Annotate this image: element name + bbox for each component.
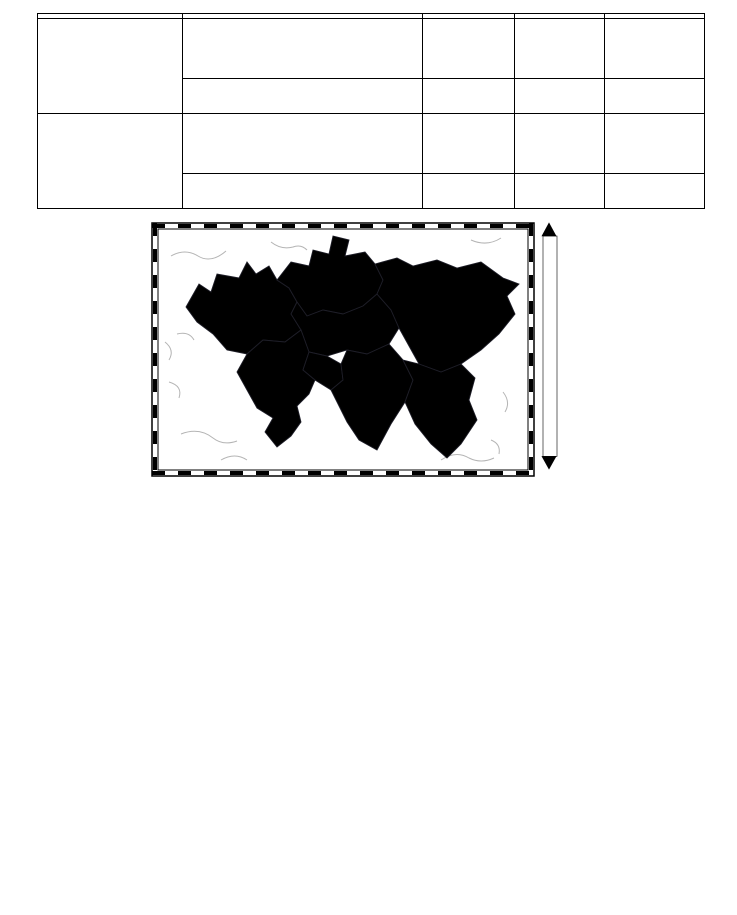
temperature-colorbar <box>541 222 587 474</box>
table-row <box>38 19 705 79</box>
cell-temp <box>423 79 515 114</box>
cell-day-2 <box>38 114 183 209</box>
star-marker: ★ <box>238 292 247 302</box>
cell-humidity <box>515 19 605 79</box>
cell-hours <box>605 19 705 79</box>
cell-area <box>183 174 423 209</box>
forecast-table <box>37 13 705 209</box>
star-marker: ★ <box>337 266 346 276</box>
star-marker: ★ <box>329 313 338 323</box>
temperature-map <box>151 222 535 477</box>
star-marker: ★ <box>292 359 301 369</box>
cell-temp <box>423 174 515 209</box>
star-marker: ★ <box>435 312 444 322</box>
cell-temp <box>423 114 515 174</box>
cell-humidity <box>515 114 605 174</box>
forecast-map-figure <box>31 222 706 477</box>
cell-area <box>183 19 423 79</box>
cell-area <box>183 114 423 174</box>
cell-humidity <box>515 174 605 209</box>
star-marker: ★ <box>441 391 450 401</box>
star-marker: ★ <box>273 365 282 375</box>
cell-humidity <box>515 79 605 114</box>
star-marker: ★ <box>367 380 376 390</box>
cell-hours <box>605 79 705 114</box>
cell-hours <box>605 114 705 174</box>
cell-temp <box>423 19 515 79</box>
colorbar-arrow-top <box>542 223 556 236</box>
colorbar-arrow-bottom <box>542 456 556 469</box>
cell-area <box>183 79 423 114</box>
cell-day-1 <box>38 19 183 114</box>
cell-hours <box>605 174 705 209</box>
table-row <box>38 114 705 174</box>
